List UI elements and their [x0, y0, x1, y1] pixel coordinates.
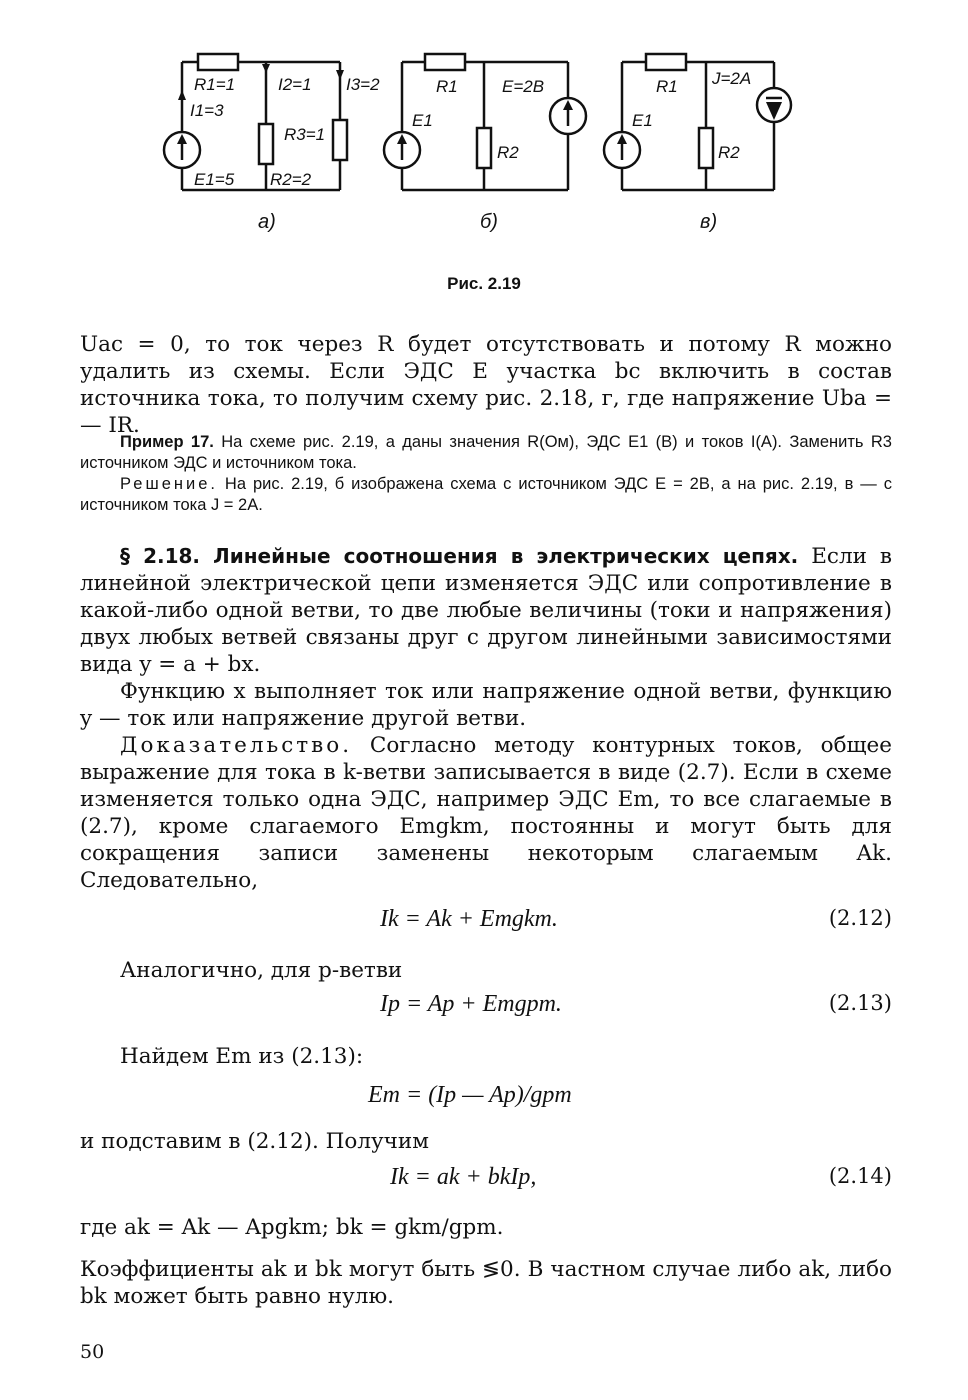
- subfig-c-label: в): [700, 211, 718, 233]
- example-label: Пример 17.: [120, 433, 214, 451]
- label-e1-c: E1: [632, 111, 653, 130]
- equation-2-12-number: (2.12): [828, 906, 892, 930]
- section-body: Если в линейной электрической цепи изменяется ЭДС или сопротивление в какой-либо одной ветви, то две любые величины (токи и напряжения) двух любых ветвей связаны друг с другом линейными зависимостями вида y = a + bx.: [80, 544, 892, 677]
- figure-2-19: [150, 40, 830, 240]
- label-r2-b: R2: [497, 143, 519, 162]
- paragraph-analog: [80, 957, 892, 984]
- example-17: [80, 432, 892, 516]
- solution-label: Решение.: [120, 475, 218, 493]
- paragraph-where: [80, 1214, 892, 1241]
- label-r2-c: R2: [718, 143, 740, 162]
- equation-2-14: [80, 1164, 892, 1198]
- paragraph-subst: [80, 1128, 892, 1155]
- resistor-r1-b: [425, 54, 465, 70]
- resistor-r2-c: [699, 128, 713, 168]
- equation-2-14-number: (2.14): [828, 1164, 892, 1188]
- equation-em: [80, 1082, 892, 1116]
- solution-text: [80, 474, 892, 516]
- paragraph-analog-text: Аналогично, для p-ветви: [120, 958, 403, 983]
- label-e1-a: E1=5: [194, 170, 235, 189]
- label-i3-a: I3=2: [346, 75, 380, 94]
- paragraph-uac: [80, 331, 892, 439]
- example-body: На схеме рис. 2.19, а даны значения R(Ом), ЭДС E1 (В) и токов I(А). Заменить R3 источником ЭДС и источником тока.: [80, 433, 892, 472]
- label-e-b: E=2B: [502, 77, 545, 96]
- proof-label: Доказательство.: [120, 733, 353, 758]
- paragraph-coef: [80, 1256, 892, 1310]
- emf-source-e-b: [550, 98, 586, 134]
- label-r1-a: R1=1: [194, 75, 236, 94]
- paragraph-find-text: Найдем Em из (2.13):: [120, 1044, 364, 1069]
- section-paragraph: [80, 543, 892, 678]
- paragraph-where-text: где ak = Ak — Apgkm; bk = gkm/gpm.: [80, 1215, 504, 1240]
- proof-body: Согласно методу контурных токов, общее выражение для тока в k-ветви записывается в виде (2.7). Если в схеме изменяется только одна ЭДС, например ЭДС Em, то все слагаемые в (2.7), кроме слагаемого Emgkm, постоянны и могут быть для сокращения записи заменены некоторым слагаемым Ak. Следовательно,: [80, 733, 892, 893]
- label-i2-a: I2=1: [278, 75, 312, 94]
- paragraph-uac-text: Uac = 0, то ток через R будет отсутствовать и потому R можно удалить из схемы. Если ЭДС E участка bc включить в состав источника тока, то получим схему рис. 2.18, г, где напряжение Uba = — IR.: [80, 332, 892, 438]
- label-r1-c: R1: [656, 77, 678, 96]
- resistor-r2-b: [477, 128, 491, 168]
- equation-2-12-body: Ik = Ak + Emgkm.: [380, 906, 558, 932]
- section-title: § 2.18. Линейные соотношения в электрических цепях.: [120, 544, 799, 568]
- label-r3-a: R3=1: [284, 125, 326, 144]
- current-source-j-c: [757, 88, 791, 122]
- resistor-r1-c: [646, 54, 686, 70]
- equation-em-body: Em = (Ip — Ap)/gpm: [368, 1082, 572, 1108]
- resistor-r1-a: [198, 54, 238, 70]
- paragraph-find: [80, 1043, 892, 1070]
- paragraph-subst-text: и подставим в (2.12). Получим: [80, 1129, 429, 1154]
- paragraph-proof: [80, 732, 892, 894]
- emf-source-e1-c: [604, 132, 640, 168]
- equation-2-14-body: Ik = ak + bkIp,: [390, 1164, 537, 1190]
- equation-2-13-number: (2.13): [828, 991, 892, 1015]
- equation-2-13-body: Ip = Ap + Emgpm.: [380, 991, 562, 1017]
- label-i1-a: I1=3: [190, 101, 224, 120]
- label-e1-b: E1: [412, 111, 433, 130]
- resistor-r3-a: [333, 120, 347, 160]
- example-17-text: [80, 432, 892, 474]
- resistor-r2-a: [259, 124, 273, 164]
- subfig-a-label: а): [258, 211, 276, 233]
- paragraph-function: Функцию x выполняет ток или напряжение одной ветви, функцию y — ток или напряжение другой ветви.: [80, 679, 892, 731]
- circuit-diagrams: [150, 40, 830, 240]
- equation-2-13: [80, 991, 892, 1025]
- solution-body: На рис. 2.19, б изображена схема с источником ЭДС E = 2В, а на рис. 2.19, в — с источником тока J = 2А.: [80, 475, 892, 514]
- label-r1-b: R1: [436, 77, 458, 96]
- equation-2-12: [80, 906, 892, 940]
- subfig-b-label: б): [480, 211, 498, 233]
- page-number: 50: [80, 1341, 105, 1363]
- emf-source-e1-b: [384, 132, 420, 168]
- label-r2-a: R2=2: [270, 170, 312, 189]
- section-2-18: [80, 543, 892, 894]
- label-j-c: J=2A: [712, 69, 752, 88]
- figure-caption: Рис. 2.19: [447, 274, 521, 293]
- emf-source-a: [164, 132, 200, 168]
- paragraph-coef-text: Коэффициенты ak и bk могут быть ≶0. В частном случае либо ak, либо bk может быть равно нулю.: [80, 1257, 892, 1309]
